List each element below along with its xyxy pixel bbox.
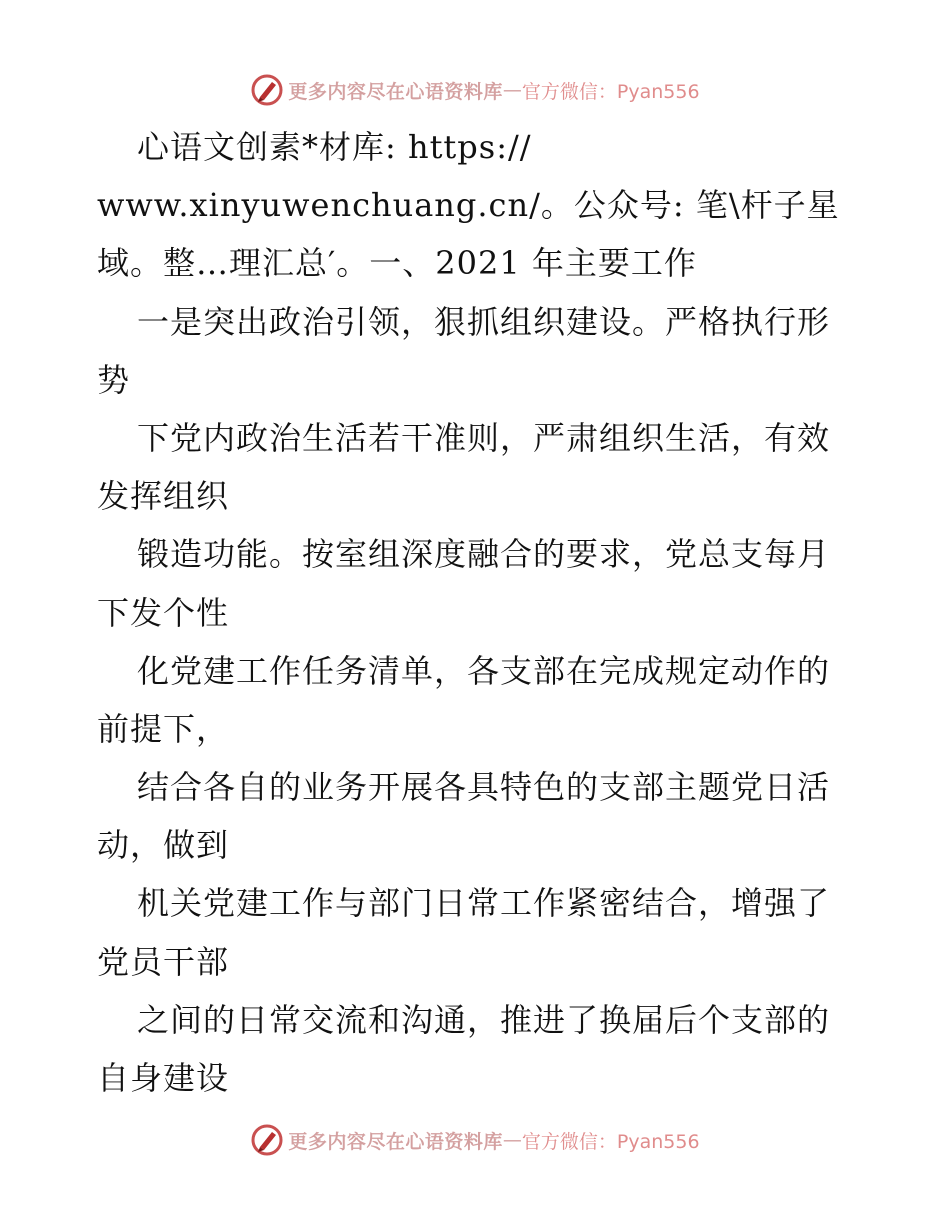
pen-logo-icon [250, 1123, 284, 1157]
text-line: 动，做到 [97, 826, 230, 865]
text-line: 前提下， [97, 709, 230, 748]
banner-title: 更多内容尽在心语资料库 [288, 1130, 503, 1153]
banner-contact: 官方微信：Pyan556 [521, 1130, 700, 1153]
document-body [97, 118, 857, 1107]
text-line: 锻造功能。按室组深度融合的要求，党总支每月 [137, 535, 831, 574]
banner-separator: — [502, 1129, 522, 1151]
text-line: 之间的日常交流和沟通，推进了换届后个支部的 [137, 1000, 831, 1039]
text-line: 机关党建工作与部门日常工作紧密结合，增强了 [137, 884, 831, 923]
text-line: 下党内政治生活若干准则，严肃组织生活，有效 [137, 418, 831, 457]
text-line: 一是突出政治引领，狠抓组织建设。严格执行形 [137, 302, 831, 341]
banner-separator: — [502, 79, 522, 101]
text-line: 域。整…理汇总′。一、2021 年主要工作 [97, 244, 697, 283]
text-line: www.xinyuwenchuang.cn/。公众号: 笔\杆子星 [97, 186, 840, 225]
text-line: 化党建工作任务清单，各支部在完成规定动作的 [137, 651, 831, 690]
text-line: 发挥组织 [97, 477, 230, 516]
banner-title: 更多内容尽在心语资料库 [288, 80, 503, 103]
text-line: 自身建设 [97, 1059, 230, 1097]
header-watermark-banner [0, 70, 950, 110]
text-line: 结合各自的业务开展各具特色的支部主题党日活 [137, 768, 831, 807]
footer-watermark-banner [0, 1120, 950, 1160]
banner-contact: 官方微信：Pyan556 [521, 80, 700, 103]
text-line: 势 [97, 360, 131, 399]
text-line: 下发个性 [97, 593, 230, 632]
pen-logo-icon [250, 73, 284, 107]
text-line: 心语文创素*材库: https:// [137, 128, 532, 166]
text-line: 党员干部 [97, 942, 230, 981]
